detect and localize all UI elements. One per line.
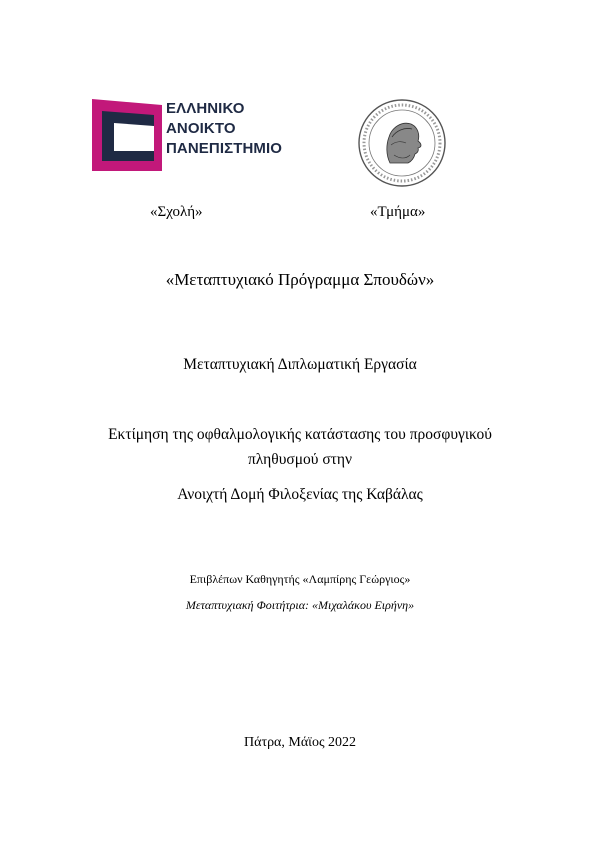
university-logo-text [166, 99, 282, 159]
thesis-type: Μεταπτυχιακή Διπλωματική Εργασία [183, 356, 417, 373]
thesis-title-line-2: πληθυσμού στην [247, 451, 353, 468]
university-seal [356, 97, 448, 189]
logo-line-1: ΕΛΛΗΝΙΚΟ [166, 100, 245, 117]
logo-line-2: ΑΝΟΙΚΤΟ [166, 120, 236, 137]
logo-line-3: ΠΑΝΕΠΙΣΤΗΜΙΟ [166, 140, 283, 157]
school-label: «Σχολή» [150, 204, 203, 220]
place-date: Πάτρα, Μάϊος 2022 [244, 735, 356, 750]
university-seal-icon [356, 97, 448, 189]
thesis-title-line-3: Ανοιχτή Δομή Φιλοξενίας της Καβάλας [177, 486, 423, 503]
university-logo [92, 99, 282, 171]
supervisor-line: Επιβλέπων Καθηγητής «Λαμπίρης Γεώργιος» [189, 572, 411, 586]
university-logo-mark-icon [92, 99, 162, 171]
student-line: Μεταπτυχιακή Φοιτήτρια: «Μιχαλάκου Ειρήνη» [185, 598, 415, 612]
thesis-title-line-1: Εκτίμηση της οφθαλμολογικής κατάστασης του προσφυγικού [108, 426, 492, 443]
department-label: «Τμήμα» [370, 204, 426, 220]
program-title: «Μεταπτυχιακό Πρόγραμμα Σπουδών» [165, 270, 435, 289]
